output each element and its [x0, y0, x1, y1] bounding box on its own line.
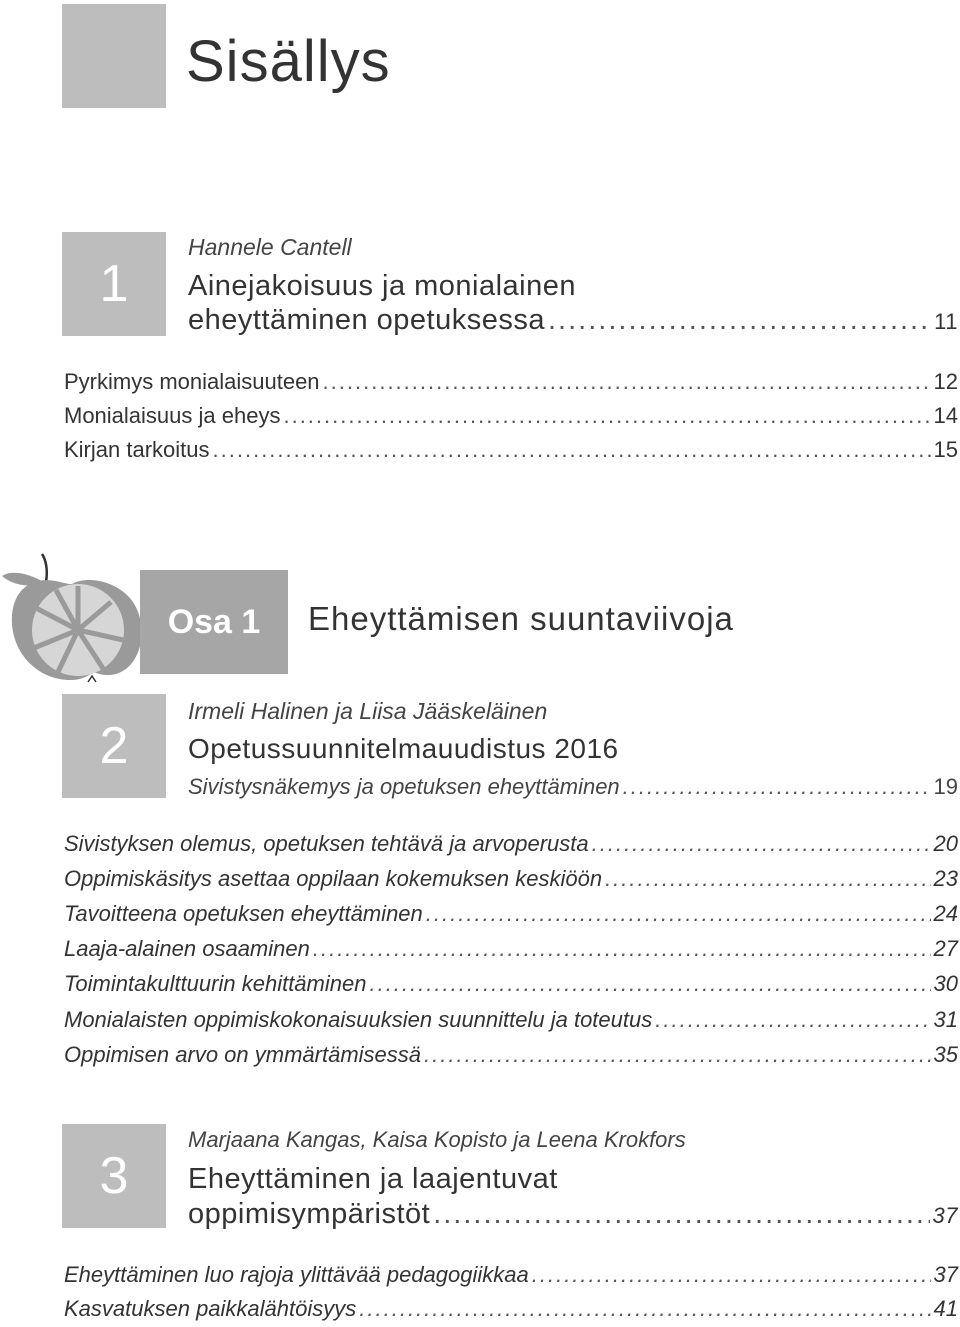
leader-dots — [426, 901, 931, 927]
chapter-number-1: 1 — [62, 232, 166, 336]
leader-dots — [359, 1296, 930, 1322]
page-number: 15 — [933, 437, 958, 462]
entry-label: Eheyttäminen luo rajoja ylittävää pedagogiikkaa — [64, 1262, 529, 1287]
chapter-title: Ainejakoisuus ja monialainen — [188, 270, 577, 302]
page-number: 30 — [933, 971, 958, 996]
page-number: 37 — [932, 1203, 958, 1228]
chapter-author: Marjaana Kangas, Kaisa Kopisto ja Leena Krokfors — [188, 1127, 686, 1152]
leader-dots — [313, 936, 931, 962]
toc-entry[interactable] — [188, 304, 958, 337]
leader-dots — [283, 403, 930, 429]
leader-dots — [592, 831, 931, 857]
entry-label: Kasvatuksen paikkalähtöisyys — [64, 1296, 357, 1321]
toc-entry[interactable] — [188, 774, 958, 800]
entry-label: Pyrkimys monialaisuuteen — [64, 369, 320, 394]
entry-label: Monialaisten oppimiskokonaisuuksien suunnittelu ja toteutus — [64, 1007, 653, 1032]
chapter-title-line: oppimisympäristöt — [188, 1198, 431, 1230]
toc-entry[interactable] — [64, 437, 958, 463]
toc-entry[interactable] — [64, 831, 958, 857]
toc-entry[interactable] — [64, 1296, 958, 1322]
part-title: Eheyttämisen suuntaviivoja — [308, 600, 734, 637]
page-number: 19 — [933, 774, 958, 799]
page-number: 11 — [934, 309, 958, 334]
page-number: 24 — [933, 901, 958, 926]
entry-label: Sivistyksen olemus, opetuksen tehtävä ja arvoperusta — [64, 831, 589, 856]
toc-entry[interactable] — [64, 369, 958, 395]
page-number: 35 — [933, 1042, 958, 1067]
entry-label: Laaja-alainen osaaminen — [64, 936, 310, 961]
toc-entry[interactable] — [64, 936, 958, 962]
entry-label: Toimintakulttuurin kehittäminen — [64, 971, 367, 996]
chapter-number-2: 2 — [62, 694, 166, 798]
page-number: 31 — [933, 1007, 958, 1032]
page-number: 37 — [933, 1262, 958, 1287]
leader-dots — [433, 1198, 929, 1231]
leader-dots — [213, 437, 931, 463]
chapter-title: Opetussuunnitelmauudistus 2016 — [188, 733, 619, 764]
leader-dots — [532, 1262, 931, 1288]
part-label: Osa 1 — [140, 570, 288, 674]
page-number: 14 — [933, 403, 958, 428]
chapter-title-line: eheyttäminen opetuksessa — [188, 304, 545, 336]
toc-entry[interactable] — [64, 1007, 958, 1033]
page-number: 20 — [933, 831, 958, 856]
chapter-number-3: 3 — [62, 1124, 166, 1228]
page-number: 12 — [933, 369, 958, 394]
leader-dots — [323, 369, 931, 395]
toc-entry[interactable] — [64, 901, 958, 927]
toc-entry[interactable] — [188, 1198, 958, 1231]
leader-dots — [655, 1007, 930, 1033]
toc-entry[interactable] — [64, 1042, 958, 1068]
page-number: 23 — [933, 866, 958, 891]
entry-label: Oppimisen arvo on ymmärtämisessä — [64, 1042, 422, 1067]
entry-label: Kirjan tarkoitus — [64, 437, 210, 462]
leader-dots — [548, 304, 931, 337]
page-title: Sisällys — [186, 29, 391, 94]
title-block — [62, 4, 166, 108]
toc-entry[interactable] — [64, 1262, 958, 1288]
page-number: 27 — [933, 936, 958, 961]
entry-label: Oppimiskäsitys asettaa oppilaan kokemuksen keskiöön — [64, 866, 603, 891]
chapter-author: Irmeli Halinen ja Liisa Jääskeläinen — [188, 698, 548, 724]
chapter-author: Hannele Cantell — [188, 234, 352, 260]
leader-dots — [623, 774, 931, 800]
leader-dots — [424, 1042, 931, 1068]
entry-label: Monialaisuus ja eheys — [64, 403, 281, 428]
chapter-subtitle: Sivistysnäkemys ja opetuksen eheyttäminen — [188, 774, 620, 799]
leader-dots — [369, 971, 930, 997]
toc-entry[interactable] — [64, 403, 958, 429]
chapter-title: Eheyttäminen ja laajentuvat — [188, 1163, 558, 1195]
entry-label: Tavoitteena opetuksen eheyttäminen — [64, 901, 423, 926]
page-number: 41 — [933, 1296, 958, 1321]
leader-dots — [605, 866, 930, 892]
toc-entry[interactable] — [64, 866, 958, 892]
toc-entry[interactable] — [64, 971, 958, 997]
